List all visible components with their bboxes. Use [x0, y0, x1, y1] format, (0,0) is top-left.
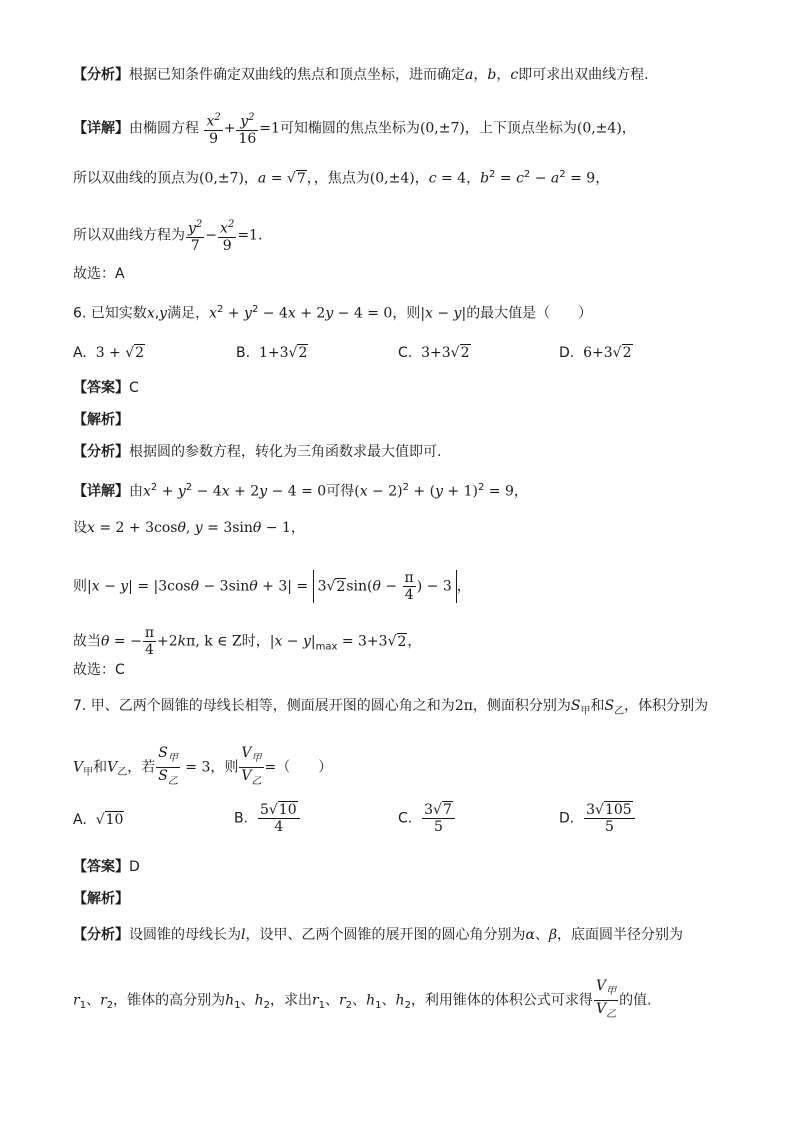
q5-analysis-line: 【分析】根据已知条件确定双曲线的焦点和顶点坐标，进而确定a，b，c即可求出双曲线方程.	[73, 67, 649, 83]
q6-option-d: D. 6+3√2	[559, 345, 632, 361]
q6-answer: 【答案】C	[73, 380, 139, 396]
q6-stem: 6. 已知实数x,y满足，$x^2 + y^2 - 4x + 2y - 4 = 0$，则|x − y|的最大值是（ ）	[73, 304, 593, 322]
q5-line3: 所以双曲线的顶点为(0,±7)，a = √7，，焦点为(0,±4)，c = 4，$b^2 = c^2 - a^2 = 9$，	[73, 169, 610, 187]
q5-line4: 所以双曲线方程为 $\frac{y^2}{7}$ − $\frac{x^2}{9}$ =1.	[73, 219, 263, 254]
q5-detail-line: 【详解】由椭圆方程 $\frac{x^2}{9}$ + $\frac{y^2}{16}$ =1可知椭圆的焦点坐标为(0,±7)，上下顶点坐标为(0,±4)，	[73, 112, 636, 147]
q7-option-b: B. $\frac{5√10}{4}$	[234, 802, 301, 835]
q6-answer-line: 故选：C	[73, 662, 125, 678]
q7-stem: 7. 甲、乙两个圆锥的母线长相等，侧面展开图的圆心角之和为2π，侧面积分别为$S_甲$和$S_乙$，体积分别为	[73, 698, 709, 717]
q7-answer: 【答案】D	[73, 859, 140, 875]
q6-option-b: B. 1+3√2	[236, 345, 308, 361]
q7-option-d: D. $\frac{3√105}{5}$	[559, 802, 636, 835]
q5-answer-line: 故选：A	[73, 266, 125, 282]
q6-option-c: C. 3+3√2	[398, 345, 470, 361]
q6-analysis: 【分析】根据圆的参数方程，转化为三角函数求最大值即可.	[73, 444, 442, 460]
q6-so-line: 故当θ = − $\frac{\pi}{4}$ +2kπ, k ∈ Z时，$|x - y|_{max} = 3+3√2$，	[73, 625, 422, 658]
q7-solution-tag: 【解析】	[73, 891, 129, 907]
detail-tag: 【详解】	[73, 120, 129, 137]
q6-then-line: 则|x − y| = |3cosθ − 3sinθ + 3| = 3√2sin(θ − $\frac{\pi}{4}$ ) − 3 ，	[73, 570, 471, 603]
q6-set-line: 设x = 2 + 3cosθ, y = 3sinθ − 1，	[73, 520, 305, 536]
q7-option-a: A. √10	[73, 812, 124, 828]
q7-line2: $V_甲$和$V_乙$，若 $\frac{S_甲}{S_乙}$ = 3，则 $\frac{V_甲}{V_乙}$ =（ ）	[73, 745, 333, 787]
q6-solution-tag: 【解析】	[73, 412, 129, 428]
q7-analysis-line1: 【分析】设圆锥的母线长为l，设甲、乙两个圆锥的展开图的圆心角分别为α、β，底面圆半径分别为	[73, 927, 684, 943]
q7-analysis-line2: $r_1$、$r_2$，锥体的高分别为$h_1$、$h_2$，求出$r_1$、$r_2$、$h_1$、$h_2$，利用锥体的体积公式可求得 $\frac{V_甲}{V_乙}$ 的值.	[73, 978, 652, 1020]
q7-option-c: C. $\frac{3√7}{5}$	[398, 802, 456, 835]
q6-detail: 【详解】由$x^2 + y^2 - 4x + 2y - 4 = 0$可得$(x - 2)^2 + (y + 1)^2 = 9$，	[73, 482, 528, 500]
q6-option-a: A. 3 + √2	[73, 345, 145, 361]
analysis-tag: 【分析】	[73, 67, 129, 83]
